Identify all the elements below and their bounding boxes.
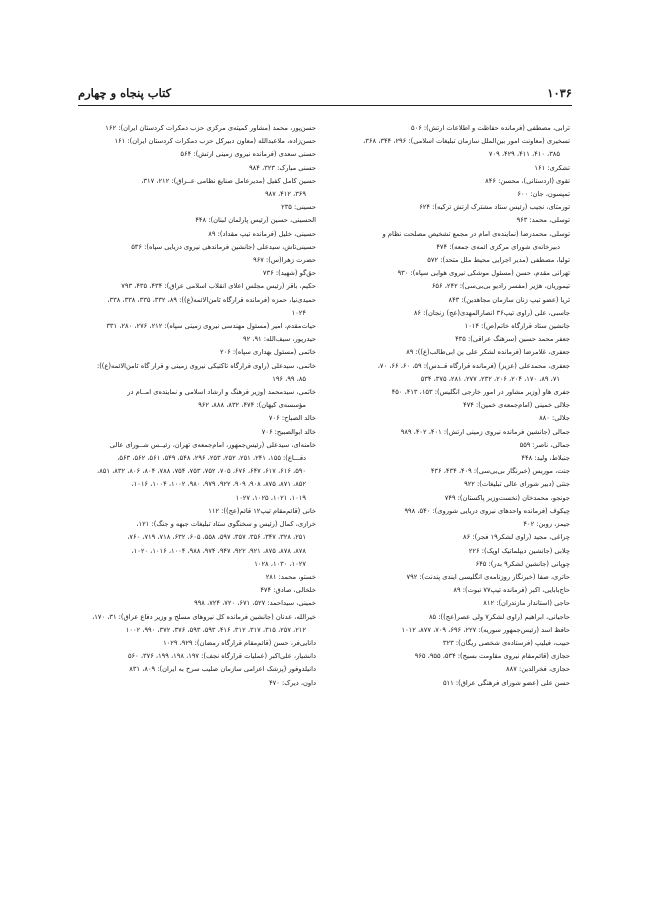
index-entry: خاتمی، سیدمحمد (وزیر فرهنگ و ارشاد اسلامی و نماینده‌ی امــام در: [127, 388, 316, 397]
index-entry-continuation: ۲۵۱، ۳۲۸، ۳۴۷، ۳۵۶، ۳۵۷، ۵۹۷، ۵۵۸، ۶۰۵، ۶۳۲، ۷۱۸، ۷۱۹، ۷۶۰،: [127, 533, 306, 542]
index-entry: جمالی (جانشین فرمانده نیروی زمینی ارتش): ۴۰۱، ۴۰۲، ۹۸۹: [400, 427, 570, 436]
index-entry-continuation: ۸۵۲، ۸۷۱، ۸۷۵، ۹۰۸، ۹۰۹، ۹۲۲، ۹۷۹، ۹۸۰، ۱۰۰۲، ۱۰۰۴، ۱۰۱۶،: [131, 480, 306, 489]
index-entry-continuation: ۸۷۸، ۸۷۸، ۸۷۵، ۹۲۱، ۹۲۲، ۹۴۷، ۹۷۴، ۹۸۸، ۱۰۰۴، ۱۰۱۶، ۱۰۲۰،: [131, 546, 306, 555]
index-entry-continuation: دبیرخانه‌ی شورای مرکزی ائمه‌ی جمعه): ۴۷۴: [436, 242, 560, 251]
index-entry: حجازی، فخرالدین: ۸۸۷: [506, 665, 570, 674]
index-entry: خانی (قائم‌مقام تیپ۱۲ قائم(عج)): ۱۱۲: [208, 506, 316, 515]
index-entry: جونجو، محمدخان (نخست‌وزیر پاکستان): ۷۴۹: [444, 493, 570, 502]
index-entry-continuation: ۱۰۱۹، ۱۰۲۱، ۱۰۲۵، ۱۰۲۷: [235, 493, 306, 502]
page-number: ۱۰۳۶: [547, 86, 572, 100]
index-entry: خستو، محمد: ۲۸۱: [265, 572, 316, 581]
index-entry: حسین کامل کفیل (مدیرعامل صنایع نظامی عــراق): ۲۱۲، ۳۱۷،: [141, 176, 316, 185]
index-entry-continuation: مؤسسه‌ی کیهان): ۴۷۴، ۸۳۲، ۸۸۸، ۹۶۲: [198, 401, 306, 410]
index-entry-continuation: ۱۰۲۷، ۱۰۳۰، ۱۰۲۸: [254, 559, 306, 568]
index-entry: حسینی‌تاش، سیدعلی (جانشین فرماندهی نیروی دریایی سپاه): ۵۳۶: [131, 242, 316, 251]
index-entry: توسلی، محمد: ۹۶۳: [516, 216, 570, 225]
index-entry: خاتمی (مسئول بهداری سپاه): ۲۰۶: [219, 348, 316, 357]
index-entry: تقوی (اردستانی)، محسن: ۸۴۶: [485, 176, 570, 185]
index-entry-continuation: ۸۵، ۹۹، ۱۹۶: [272, 374, 306, 383]
index-entry: جفری هاو (وزیر مشاور در امور خارجی انگلیس): ۱۵۳، ۴۱۳، ۴۵۰: [391, 388, 570, 397]
index-entry: حسنی سعدی (فرمانده نیروی زمینی ارتش): ۵۶۴: [180, 150, 316, 159]
index-entry: خیرالله، عدنان (جانشین فرمانده کل نیروهای مسلح و وزیر دفاع عراق): ۳۱، ۱۷۰،: [92, 612, 316, 621]
index-entry: چلابی (جانشین دیپلماتیک اوپک): ۲۲۶: [468, 546, 570, 555]
index-entry: حسن‌پور، محمد (مشاور کمیته‌ی مرکزی حزب دمکرات کردستان ایران): ۱۶۲: [105, 124, 316, 132]
index-entry: خمینی، سیداحمد: ۵۲۷، ۶۷۱، ۷۲۰، ۷۲۴، ۹۹۸: [194, 599, 316, 608]
index-column-right: [334, 122, 570, 690]
index-entry: داون، دیرک: ۴۷۰: [269, 678, 316, 687]
index-entry-continuation: ۳۸۵، ۴۱۰، ۴۱۱، ۴۲۹، ۷۰۹: [488, 150, 560, 159]
index-entry: حسن علی (عضو شورای فرهنگی عراق): ۵۱۱: [442, 678, 570, 687]
index-entry: حیات‌مقدم، امیر (مسئول مهندسی نیروی زمینی سپاه): ۲۱۲، ۲۷۶، ۲۸۰، ۳۳۱: [106, 322, 316, 331]
index-entry: جعفری، غلامرضا (فرمانده لشکر علی بن ابی‌طالب(ع)): ۸۹: [406, 348, 570, 357]
index-entry: جمالی، ناصر: ۵۵۹: [519, 440, 570, 449]
index-entry: چیکوف (فرمانده واحدهای نیروی دریایی شوروی): ۵۴۰، ۹۹۸: [404, 506, 570, 515]
index-entry: توسلی، محمدرضا (نماینده‌ی امام در مجمع تشخیص مصلحت نظام و: [382, 229, 570, 238]
index-entry: خالد الصباح: ۷۰۶: [268, 414, 316, 423]
book-title: کتاب پنجاه و چهارم: [78, 86, 172, 100]
index-entry: خامنه‌ای، سیدعلی (رئیس‌جمهور، امام‌جمعه‌ی تهران، رئیــس شــورای عالی: [109, 440, 316, 449]
index-entry: تیموریان، هژیر (مفسر رادیو بی‌بی‌سی): ۲۴۲، ۶۵۶: [431, 282, 570, 291]
index-column-left: [80, 122, 316, 690]
index-entry: تسخیری (معاونت امور بین‌الملل سازمان تبلیغات اسلامی): ۲۹۶، ۳۴۴، ۳۶۸،: [363, 137, 570, 146]
index-entry: جلالی: ۸۸۰: [539, 414, 570, 423]
index-entry: چراغی، مجید (راوی لشکر۱۹ فجر): ۸۶: [463, 533, 570, 542]
index-entry: جیمز، روبن: ۴۰۲: [523, 520, 570, 529]
index-entry: خاتمی، سیدعلی (راوی قرارگاه تاکتیکی نیروی زمینی و قرار گاه ثامن‌الائمه(ع)):: [96, 361, 316, 370]
index-entry: حاج‌بابایی، اکبر (فرمانده تیپ۷۷ نبوت): ۸۹: [453, 586, 570, 595]
index-entry: حیدرپور، سیف‌الله: ۹۱، ۹۲: [242, 335, 316, 344]
index-entry: خلخالی، صادق: ۴۷۴: [260, 586, 316, 595]
index-entry: جنبلاط، ولید: ۴۴۸: [521, 454, 570, 463]
index-entry: حق‌گو (شهید): ۷۳۶: [262, 269, 316, 278]
index-entry: جانشین ستاد قرارگاه خاتم(ص): ۱۰۱۴: [464, 322, 570, 331]
index-entry: حاجیانی، ابراهیم (راوی لشکر۷ ولی عصر(عج)): ۸۵: [428, 612, 570, 621]
index-entry: ثریا (عضو تیپ زنان سازمان مجاهدین): ۸۴۳: [448, 295, 570, 304]
index-entry-continuation: ۷۱، ۸۹، ۱۷۰، ۲۰۴، ۲۰۶، ۲۳۲، ۲۷۷، ۲۸۱، ۳۷۵، ۵۳۴: [420, 374, 560, 383]
index-entry-continuation: ۳۶۹، ۴۱۲، ۹۸۷: [265, 190, 306, 199]
index-entry: جلالی خمینی (امام‌جمعه‌ی خمین): ۴۷۴: [463, 401, 570, 410]
index-entry: دانیلدوفور (پزشک اعزامی سازمان صلیب سرخ به ایران): ۸۰۹، ۸۳۱: [129, 665, 316, 674]
index-entry: حکیم، باقر (رئیس مجلس اعلای انقلاب اسلامی عراق): ۴۳۴، ۴۳۵، ۷۹۳: [121, 282, 316, 291]
index-entry: جعفر محمد حسین (سرهنگ عراقی): ۴۳۵: [455, 335, 570, 344]
index-entry: جنت، موریس (خبرنگار بی‌بی‌سی): ۴۰۹، ۴۳۴، ۴۳۶: [430, 467, 570, 476]
index-entry: حافظ اسد (رئیس‌جمهور سوریه): ۲۲۷، ۶۹۶، ۷۰۹، ۸۷۷، ۱۰۱۲: [401, 625, 570, 634]
index-entry-continuation: ۵۹۰، ۶۱۶، ۶۱۷، ۶۴۷، ۶۷۶، ۷۰۵، ۷۵۲، ۷۵۳، ۷۵۴، ۷۸۸، ۸۰۴، ۸۰۶، ۸۳۲، ۸۵۱،: [97, 467, 306, 476]
index-entry: جنتی (دبیر شورای عالی تبلیغات): ۹۲۲: [464, 480, 570, 489]
header-rule: [78, 105, 572, 106]
index-entry: الحسینی، حسین (رئیس پارلمان لبنان): ۴۴۸: [195, 216, 316, 225]
index-entry: خالد ابوالصبیح: ۷۰۶: [261, 427, 316, 436]
index-entry: حمیدی‌نیا، حمزه (فرمانده قرارگاه ثامن‌الائمه(ع)): ۸۹، ۳۳۲، ۳۳۵، ۳۳۸، ۳۳۸،: [107, 295, 316, 304]
index-entry: حجازی (قائم‌مقام نیروی مقاومت بسیج): ۵۳۴، ۹۵۵، ۹۶۵: [414, 652, 570, 661]
page-header: [78, 82, 572, 100]
index-entry: حسنی مبارک: ۳۲۳، ۹۸۴: [249, 163, 316, 172]
index-entry: دانایی‌فر، حسن (قائم‌مقام قرارگاه رمضان): ۹۲۹، ۱۰۲۹: [163, 638, 316, 647]
index-entry: حسینی، خلیل (فرمانده تیپ مقداد): ۸۹: [208, 229, 316, 238]
index-entry: حبیب، فیلیپ (فرستاده‌ی شخصی ریگان): ۳۲۳: [442, 638, 570, 647]
index-entry: ترابی، مصطفی (فرمانده حفاظت و اطلاعات ارتش): ۵۰۶: [411, 124, 570, 132]
index-entry: چوپانی (جانشین لشکر۹ بدر): ۶۴۵: [475, 559, 570, 568]
index-entry: تمپسون، جان: ۶۰۰: [517, 190, 570, 199]
index-entry-continuation: دفـــاع): ۱۵۵، ۲۴۱، ۲۵۱، ۲۵۲، ۲۵۳، ۲۹۶، ۵۴۸، ۵۴۹، ۵۶۱، ۵۶۲، ۵۶۳،: [117, 454, 306, 463]
index-entry-continuation: ۱۰۲۴: [291, 308, 306, 317]
index-entry: حسینی: ۲۳۵: [281, 203, 316, 212]
index-entry: حاجی (استاندار مازندران): ۸۱۲: [483, 599, 570, 608]
index-entry: تشکری: ۱۶۱: [534, 163, 570, 172]
index-entry: تورمتای، نجیب (رئیس ستاد مشترک ارتش ترکیه): ۶۲۴: [419, 203, 570, 212]
index-entry: جاسبی، علی (راوی تیپ۳۶ انصارالمهدی(عج) زنجان): ۸۶: [413, 308, 570, 317]
index-entry: حضرت زهرا(س): ۹۶۷: [253, 256, 316, 265]
index-entry: حسن‌زاده، ملاعبدالله (معاون دبیرکل حزب دمکرات کردستان ایران): ۱۶۱: [114, 137, 316, 146]
index-entry: خرازی، کمال (رئیس و سخنگوی ستاد تبلیغات جبهه و جنگ): ۱۲۱،: [136, 520, 316, 529]
index-entry-continuation: ۲۱۲، ۲۵۷، ۳۱۵، ۳۱۷، ۳۱۲، ۴۱۶، ۵۹۳، ۵۹۳، ۳۷۶، ۳۷۲، ۹۹۰، ۱۰۰۲: [125, 625, 306, 634]
index-entry: تولبا، مصطفی (مدیر اجرایی محیط ملل متحد): ۵۷۲: [427, 256, 570, 265]
index-entry: حاتری، صفا (خبرنگار روزنامه‌ی انگلیسی ایندی پندنت): ۷۹۲: [406, 572, 570, 581]
index-entry: دانشیار، علی‌اکبر (عملیات قرارگاه نجف): ۱۹۷، ۱۹۸، ۱۹۹، ۳۷۶، ۵۶۰: [127, 652, 316, 661]
index-entry: تهرانی مقدم، حسن (مسئول موشکی نیروی هوایی سپاه): ۹۳۰: [397, 269, 570, 278]
index-entry: جعفری، محمدعلی (عزیز) (فرمانده قرارگاه قــدس): ۵۹، ۶۰، ۶۶، ۷۰،: [377, 361, 570, 370]
